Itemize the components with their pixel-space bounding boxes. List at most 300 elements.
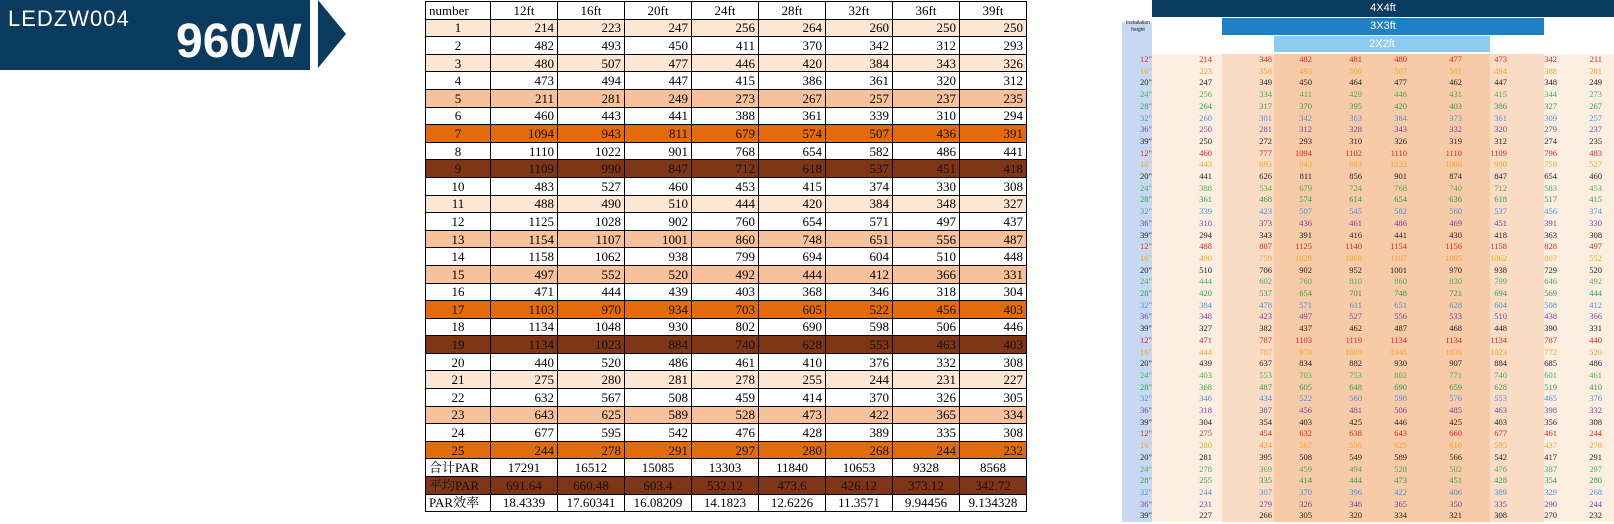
par-value: 1158 [491, 248, 558, 266]
grid-value: 626 [1259, 171, 1272, 181]
grid-value: 507 [1394, 65, 1407, 76]
par-value: 604 [826, 248, 893, 266]
grid-row [1122, 89, 1614, 101]
par-value: 477 [625, 54, 692, 72]
grid-value: 319 [1449, 135, 1462, 146]
grid-value: 366 [1589, 311, 1602, 322]
grid-value: 387 [1544, 463, 1557, 474]
grid-value: 461 [1544, 428, 1557, 439]
grid-value: 1006 [1445, 159, 1462, 170]
par-value: 1107 [558, 230, 625, 248]
grid-value: 625 [1394, 440, 1407, 451]
grid-value: 537 [1259, 288, 1272, 298]
grid-value: 807 [1544, 252, 1557, 263]
grid-row [1122, 405, 1614, 417]
grid-value: 1125 [1295, 241, 1312, 252]
par-value: 471 [491, 283, 558, 301]
grid-value: 326 [1299, 498, 1312, 509]
grid-value: 566 [1449, 451, 1462, 462]
grid-value: 244 [1589, 428, 1602, 439]
grid-value: 395 [1259, 451, 1272, 462]
grid-row [1122, 218, 1614, 230]
grid-value: 463 [1494, 405, 1507, 415]
par-value: 461 [692, 353, 759, 371]
grid-value: 389 [1494, 486, 1507, 497]
grid-value: 211 [1589, 54, 1602, 64]
grid-value: 1022 [1390, 159, 1407, 170]
par-value: 244 [893, 441, 960, 459]
grid-row [1122, 77, 1614, 89]
par-value: 1109 [491, 160, 558, 178]
grid-row [1122, 136, 1614, 148]
grid-value: 244 [1199, 486, 1212, 497]
grid-value: 414 [1299, 475, 1312, 486]
par-value: 522 [826, 301, 893, 319]
par-value: 490 [558, 195, 625, 213]
par-value: 460 [491, 107, 558, 125]
par-value: 443 [558, 107, 625, 125]
par-value: 748 [759, 230, 826, 248]
height-label: 16" [1140, 440, 1152, 451]
par-value: 460 [625, 177, 692, 195]
par-value: 1094 [491, 125, 558, 143]
grid-value: 328 [1349, 124, 1362, 135]
grid-value: 473 [1394, 475, 1407, 486]
model-name: LEDZW004 [8, 6, 130, 31]
grid-value: 290 [1544, 498, 1557, 509]
grid-value: 598 [1394, 393, 1407, 404]
height-label: 24" [1140, 182, 1152, 193]
grid-value: 1134 [1490, 334, 1507, 345]
par-value: 654 [759, 213, 826, 231]
par-value: 294 [960, 107, 1027, 125]
par-value: 386 [759, 72, 826, 90]
grid-value: 343 [1259, 229, 1272, 240]
grid-value: 403 [1449, 100, 1462, 111]
table-row [426, 72, 1027, 90]
par-value: 1048 [558, 318, 625, 336]
height-label: 20" [1140, 451, 1152, 462]
grid-value: 373 [1449, 112, 1462, 123]
grid-row [1122, 183, 1614, 195]
row-label: 平均PAR [426, 477, 491, 495]
par-value: 14.1823 [692, 494, 759, 512]
grid-value: 721 [1449, 288, 1462, 298]
grid-value: 418 [1494, 229, 1507, 240]
grid-row [1122, 148, 1614, 160]
grid-row [1122, 253, 1614, 265]
grid-value: 335 [1259, 475, 1272, 486]
grid-value: 1062 [1490, 252, 1507, 263]
par-value: 486 [625, 353, 692, 371]
grid-value: 638 [1349, 428, 1362, 439]
par-value: 275 [491, 371, 558, 389]
grid-value: 777 [1259, 147, 1272, 158]
par-value: 420 [759, 195, 826, 213]
grid-value: 308 [1589, 229, 1602, 240]
par-value: 811 [625, 125, 692, 143]
table-row [426, 37, 1027, 55]
grid-value: 477 [1394, 77, 1407, 88]
grid-value: 461 [1589, 369, 1602, 380]
grid-value: 310 [1349, 135, 1362, 146]
power-rating: 960W [176, 15, 302, 68]
grid-value: 830 [1449, 276, 1462, 287]
par-value: 507 [826, 125, 893, 143]
grid-row [1122, 300, 1614, 312]
grid-value: 542 [1494, 451, 1507, 462]
height-label: 32" [1140, 486, 1152, 497]
par-value: 703 [692, 301, 759, 319]
grid-value: 339 [1199, 206, 1212, 217]
par-value: 412 [826, 265, 893, 283]
grid-value: 268 [1589, 486, 1602, 497]
grid-value: 601 [1544, 369, 1557, 380]
par-value: 403 [960, 336, 1027, 354]
par-value: 654 [759, 142, 826, 160]
grid-value: 481 [1349, 405, 1362, 415]
par-value: 17291 [491, 459, 558, 477]
grid-value: 497 [1299, 311, 1312, 322]
height-label: 12" [1140, 147, 1152, 158]
height-label: 16" [1140, 346, 1152, 357]
par-value: 9.94456 [893, 494, 960, 512]
bar-2x2: 2X2ft [1274, 36, 1490, 52]
par-table-body [426, 19, 1027, 512]
par-value: 326 [960, 54, 1027, 72]
par-value: 280 [759, 441, 826, 459]
row-number: 20 [426, 353, 491, 371]
grid-value: 553 [1259, 369, 1272, 380]
par-value: 231 [893, 371, 960, 389]
grid-value: 434 [1259, 393, 1272, 404]
grid-value: 318 [1199, 405, 1212, 415]
grid-value: 398 [1544, 405, 1557, 415]
grid-value: 527 [1589, 159, 1602, 170]
grid-value: 403 [1299, 416, 1312, 427]
grid-value: 279 [1259, 498, 1272, 509]
par-value: 628 [759, 336, 826, 354]
height-label: 20" [1140, 77, 1152, 88]
par-value: 318 [893, 283, 960, 301]
grid-value: 707 [1259, 346, 1272, 357]
par-value: 567 [558, 389, 625, 407]
grid-value: 464 [1349, 77, 1362, 88]
grid-value: 257 [1589, 112, 1602, 123]
grid-value: 317 [1259, 100, 1272, 111]
row-number: 19 [426, 336, 491, 354]
grid-value: 907 [1449, 358, 1462, 369]
grid-value: 740 [1449, 182, 1462, 193]
grid-value: 281 [1259, 124, 1272, 135]
grid-value: 461 [1349, 217, 1362, 228]
grid-value: 500 [1349, 65, 1362, 76]
par-value: 373.12 [893, 477, 960, 495]
grid-value: 331 [1589, 323, 1602, 334]
par-value: 278 [692, 371, 759, 389]
grid-value: 478 [1259, 299, 1272, 310]
par-value: 444 [558, 283, 625, 301]
table-row [426, 371, 1027, 389]
par-value: 930 [625, 318, 692, 336]
par-value: 603.4 [625, 477, 692, 495]
summary-row [426, 494, 1027, 512]
par-value: 492 [692, 265, 759, 283]
grid-value: 430 [1449, 229, 1462, 240]
grid-value: 297 [1589, 463, 1602, 474]
par-value: 327 [960, 195, 1027, 213]
grid-value: 395 [1349, 100, 1362, 111]
par-value: 493 [558, 37, 625, 55]
grid-value: 281 [1199, 451, 1212, 462]
grid-value: 1158 [1490, 241, 1507, 252]
grid-value: 501 [1449, 65, 1462, 76]
coverage-panel [1122, 0, 1614, 524]
par-value: 16.08209 [625, 494, 692, 512]
grid-value: 748 [1394, 288, 1407, 298]
grid-value: 646 [1544, 276, 1557, 287]
row-number: 17 [426, 301, 491, 319]
height-label: 39" [1140, 323, 1152, 334]
grid-value: 651 [1394, 299, 1407, 310]
grid-value: 451 [1494, 217, 1507, 228]
par-value: 403 [692, 283, 759, 301]
par-value: 11.3571 [826, 494, 893, 512]
grid-value: 329 [1544, 486, 1557, 497]
grid-value: 305 [1299, 510, 1312, 521]
par-value: 304 [960, 283, 1027, 301]
height-label: 16" [1140, 65, 1152, 76]
par-value: 802 [692, 318, 759, 336]
grid-value: 519 [1544, 381, 1557, 392]
grid-value: 250 [1199, 135, 1212, 146]
par-value: 768 [692, 142, 759, 160]
par-value: 331 [960, 265, 1027, 283]
par-value: 436 [893, 125, 960, 143]
grid-row [1122, 440, 1614, 452]
grid-value: 227 [1199, 510, 1212, 521]
grid-value: 454 [1259, 428, 1272, 439]
par-value: 439 [625, 283, 692, 301]
grid-value: 423 [1259, 206, 1272, 217]
grid-value: 235 [1589, 135, 1602, 146]
grid-value: 574 [1299, 194, 1312, 205]
par-value: 487 [960, 230, 1027, 248]
height-label: 39" [1140, 135, 1152, 146]
grid-value: 701 [1349, 288, 1362, 298]
grid-value: 1109 [1490, 147, 1507, 158]
grid-value: 343 [1394, 124, 1407, 135]
table-row [426, 318, 1027, 336]
par-value: 250 [893, 19, 960, 37]
grid-value: 411 [1299, 89, 1312, 100]
grid-value: 1068 [1345, 252, 1362, 263]
grid-value: 690 [1394, 381, 1407, 392]
grid-value: 768 [1394, 182, 1407, 193]
grid-value: 429 [1349, 89, 1362, 100]
par-value: 267 [759, 89, 826, 107]
grid-value: 679 [1299, 182, 1312, 193]
par-value: 884 [625, 336, 692, 354]
par-value: 330 [893, 177, 960, 195]
grid-value: 448 [1494, 323, 1507, 334]
par-value: 366 [893, 265, 960, 283]
par-value: 938 [625, 248, 692, 266]
grid-value: 281 [1589, 65, 1602, 76]
grid-value: 772 [1544, 346, 1557, 357]
grid-value: 486 [1589, 358, 1602, 369]
par-value: 15085 [625, 459, 692, 477]
grid-value: 473 [1494, 54, 1507, 64]
par-value: 1125 [491, 213, 558, 231]
grid-value: 444 [1589, 288, 1602, 298]
par-value: 422 [826, 406, 893, 424]
grid-value: 438 [1544, 311, 1557, 322]
par-value: 384 [826, 195, 893, 213]
grid-value: 456 [1299, 405, 1312, 415]
par-value: 411 [692, 37, 759, 55]
par-value: 305 [960, 389, 1027, 407]
par-value: 426.12 [826, 477, 893, 495]
par-value: 618 [759, 160, 826, 178]
height-label: 12" [1140, 241, 1152, 252]
grid-value: 493 [1299, 65, 1312, 76]
par-value: 293 [960, 37, 1027, 55]
par-value: 595 [558, 424, 625, 442]
grid-value: 270 [1544, 510, 1557, 521]
grid-value: 528 [1394, 463, 1407, 474]
grid-value: 346 [1349, 498, 1362, 509]
grid-value: 602 [1259, 276, 1272, 287]
grid-value: 462 [1449, 77, 1462, 88]
grid-row [1122, 124, 1614, 136]
par-value: 582 [826, 142, 893, 160]
grid-value: 654 [1544, 171, 1557, 181]
par-value: 235 [960, 89, 1027, 107]
table-row [426, 177, 1027, 195]
grid-value: 760 [1299, 276, 1312, 287]
grid-value: 247 [1199, 77, 1212, 88]
grid-value: 267 [1589, 100, 1602, 111]
grid-value: 481 [1349, 54, 1362, 64]
grid-value: 480 [1394, 54, 1407, 64]
par-value: 510 [893, 248, 960, 266]
grid-value: 330 [1589, 217, 1602, 228]
row-number: 7 [426, 125, 491, 143]
header-banner [0, 0, 310, 70]
grid-value: 320 [1494, 124, 1507, 135]
grid-value: 354 [1259, 416, 1272, 427]
grid-value: 1110 [1445, 147, 1462, 158]
table-row [426, 283, 1027, 301]
par-value: 574 [759, 125, 826, 143]
par-value: 1028 [558, 213, 625, 231]
grid-value: 534 [1259, 182, 1272, 193]
par-value: 418 [960, 160, 1027, 178]
par-value: 446 [960, 318, 1027, 336]
par-value: 473 [491, 72, 558, 90]
par-value: 447 [625, 72, 692, 90]
grid-row [1122, 475, 1614, 487]
height-label: 39" [1140, 416, 1152, 427]
height-label: 24" [1140, 89, 1152, 100]
row-number: 13 [426, 230, 491, 248]
par-value: 250 [960, 19, 1027, 37]
grid-row [1122, 54, 1614, 66]
grid-value: 361 [1199, 194, 1212, 205]
grid-value: 1009 [1345, 346, 1362, 357]
grid-value: 403 [1199, 369, 1212, 380]
par-value: 12.6226 [759, 494, 826, 512]
grid-value: 796 [1544, 147, 1557, 158]
grid-value: 1107 [1390, 252, 1407, 263]
grid-value: 307 [1259, 486, 1272, 497]
grid-value: 582 [1394, 206, 1407, 217]
par-value: 10653 [826, 459, 893, 477]
par-value: 278 [558, 441, 625, 459]
par-value: 211 [491, 89, 558, 107]
par-value: 11840 [759, 459, 826, 477]
row-number: 4 [426, 72, 491, 90]
grid-value: 312 [1299, 124, 1312, 135]
grid-row [1122, 311, 1614, 323]
grid-value: 274 [1544, 135, 1557, 146]
grid-value: 520 [1589, 264, 1602, 275]
grid-value: 1156 [1445, 241, 1462, 252]
grid-value: 420 [1199, 288, 1212, 298]
par-value: 444 [692, 195, 759, 213]
height-label: 24" [1140, 276, 1152, 287]
grid-value: 308 [1589, 416, 1602, 427]
row-label: PAR效率 [426, 494, 491, 512]
grid-value: 264 [1199, 100, 1212, 111]
grid-value: 494 [1349, 463, 1362, 474]
grid-value: 468 [1449, 323, 1462, 334]
row-label: 合计PAR [426, 459, 491, 477]
par-value: 508 [625, 389, 692, 407]
grid-value: 556 [1394, 311, 1407, 322]
grid-value: 450 [1299, 77, 1312, 88]
grid-value: 643 [1394, 428, 1407, 439]
grid-value: 938 [1494, 264, 1507, 275]
grid-value: 446 [1394, 89, 1407, 100]
grid-row [1122, 288, 1614, 300]
row-number: 1 [426, 19, 491, 37]
grid-value: 439 [1199, 358, 1212, 369]
par-value: 448 [960, 248, 1027, 266]
grid-value: 237 [1589, 124, 1602, 135]
grid-value: 422 [1394, 486, 1407, 497]
column-header: 24ft [692, 2, 759, 20]
grid-value: 517 [1544, 194, 1557, 205]
par-value: 453 [692, 177, 759, 195]
grid-row [1122, 499, 1614, 511]
grid-row [1122, 159, 1614, 171]
grid-value: 390 [1544, 323, 1557, 334]
grid-value: 396 [1349, 486, 1362, 497]
height-label: 28" [1140, 381, 1152, 392]
row-number: 9 [426, 160, 491, 178]
par-value: 227 [960, 371, 1027, 389]
par-value: 384 [826, 54, 893, 72]
grid-row [1122, 206, 1614, 218]
par-value: 414 [759, 389, 826, 407]
grid-value: 437 [1544, 440, 1557, 451]
grid-value: 441 [1199, 171, 1212, 181]
par-value: 847 [625, 160, 692, 178]
grid-value: 423 [1259, 311, 1272, 322]
grid-value: 451 [1449, 475, 1462, 486]
